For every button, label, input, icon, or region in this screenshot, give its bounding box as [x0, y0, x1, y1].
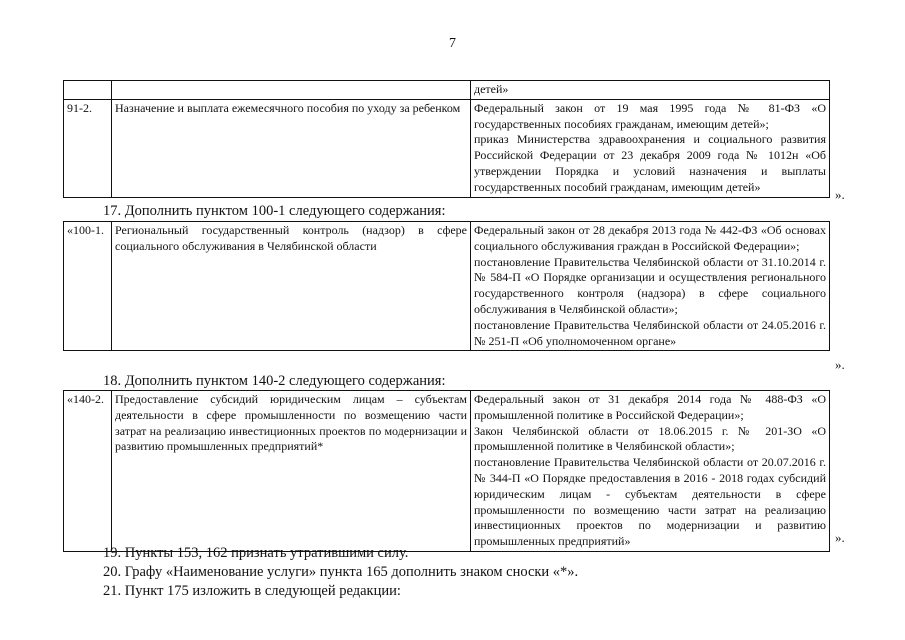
legal-document: Закон Челябинской области от 18.06.2015 г. № 201-ЗО «О промышленной политике в Челябинской области»;	[474, 423, 826, 454]
legal-document: Федеральный закон от 31 декабря 2014 года № 488-ФЗ «О промышленной политике в Российской Федерации»;	[474, 392, 826, 422]
legal-document: детей»	[474, 82, 509, 96]
row-number: «100-1.	[64, 222, 112, 350]
legal-basis	[471, 391, 830, 551]
legal-document: постановление Правительства Челябинской области от 24.05.2016 г. № 251-П «Об уполномоченном органе»	[474, 317, 826, 348]
services-table-3	[63, 390, 830, 552]
table-row	[64, 80, 830, 100]
table-row	[64, 100, 830, 198]
closing-quote: ».	[835, 187, 845, 202]
legal-basis	[471, 222, 830, 350]
closing-quote: ».	[835, 530, 845, 545]
legal-basis	[471, 81, 830, 99]
paragraph-17: 17. Дополнить пунктом 100-1 следующего содержания:	[103, 203, 446, 219]
paragraph-18: 18. Дополнить пунктом 140-2 следующего содержания:	[103, 373, 446, 389]
service-name	[112, 81, 471, 99]
table-row	[64, 390, 830, 552]
closing-quote: ».	[835, 357, 845, 372]
services-table-2	[63, 221, 830, 351]
row-number: «140-2.	[64, 391, 112, 551]
row-number	[64, 81, 112, 99]
legal-document: Федеральный закон от 19 мая 1995 года № 81-ФЗ «О государственных пособиях гражданам, имеющим детей»;	[474, 100, 826, 131]
table-row	[64, 221, 830, 351]
legal-document: приказ Министерства здравоохранения и социального развития Российской Федерации от 23 декабря 2009 года № 1012н «Об утверждении Порядка и условий назначения и выплаты государственных пособий гражданам, имеющим детей»	[474, 132, 826, 194]
service-name: Назначение и выплата ежемесячного пособия по уходу за ребенком	[112, 100, 471, 197]
legal-document: Федеральный закон от 28 декабря 2013 года № 442-ФЗ «Об основах социального обслуживания граждан в Российской Федерации»;	[474, 223, 826, 253]
legal-basis	[471, 100, 830, 197]
paragraph-20: 20. Графу «Наименование услуги» пункта 165 дополнить знаком сноски «*».	[103, 564, 579, 580]
services-table-1	[63, 80, 830, 198]
paragraph-19: 19. Пункты 153, 162 признать утратившими силу.	[103, 545, 409, 561]
paragraph-21: 21. Пункт 175 изложить в следующей редакции:	[103, 583, 401, 599]
service-name: Предоставление субсидий юридическим лицам – субъектам деятельности в сфере промышленности по возмещению части затрат на реализацию инвестиционных проектов по модернизации и развитию промышленных предприятий*	[112, 391, 471, 551]
service-name: Региональный государственный контроль (надзор) в сфере социального обслуживания в Челябинской области	[112, 222, 471, 350]
page-number: 7	[449, 36, 456, 51]
legal-document: постановление Правительства Челябинской области от 20.07.2016 г. № 344-П «О Порядке предоставления в 2016 - 2018 годах субсидий юридическим лицам - субъектам деятельности в сфере промышленности по возмещению части затрат на реализацию инвестиционных проектов по модернизации и развитию промышленных предприятий»	[474, 455, 826, 549]
row-number: 91-2.	[64, 100, 112, 197]
legal-document: постановление Правительства Челябинской области от 31.10.2014 г. № 584-П «О Порядке организации и осуществления регионального государственного контроля (надзора) в сфере социального обслуживания в Челябинской области»;	[474, 254, 826, 316]
